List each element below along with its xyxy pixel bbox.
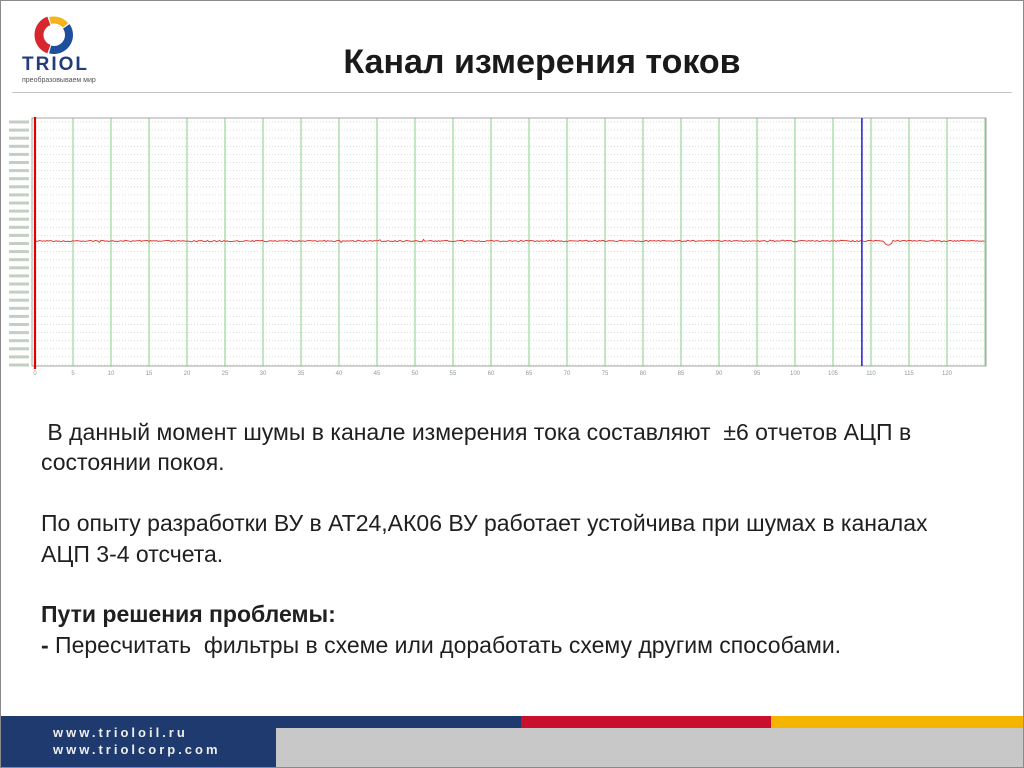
x-tick-label: 60 [487, 371, 495, 377]
x-tick-label: 65 [525, 371, 533, 377]
solution-text: Пересчитать фильтры в схеме или доработать схему другим способами. [48, 631, 842, 658]
x-tick-label: 50 [411, 371, 419, 377]
x-tick-label: 20 [183, 371, 191, 377]
x-tick-label: 40 [335, 371, 343, 377]
footer-link-trioloil: www.trioloil.ru [53, 725, 188, 740]
x-tick-label: 45 [373, 371, 381, 377]
y-tick-label [9, 202, 29, 205]
y-tick-label [9, 193, 29, 196]
x-tick-label: 105 [827, 371, 839, 377]
header-divider [12, 92, 1012, 93]
solutions-section [41, 599, 1001, 660]
experience-paragraph [41, 508, 1001, 569]
slide-title: Канал измерения токов [343, 43, 741, 81]
noise-paragraph [41, 417, 1001, 478]
text-line: состоянии покоя. [41, 449, 225, 476]
x-tick-label: 30 [259, 371, 267, 377]
y-tick-label [9, 250, 29, 253]
solution-bullet-dash: - [41, 631, 49, 658]
text-line: По опыту разработки ВУ в АТ24,АК06 ВУ работает устойчива при шумах в каналах [41, 510, 928, 537]
y-tick-label [9, 274, 29, 277]
y-tick-label [9, 169, 29, 172]
x-tick-label: 15 [145, 371, 153, 377]
y-tick-label [9, 283, 29, 286]
x-tick-label: 110 [866, 371, 876, 377]
y-tick-label [9, 161, 29, 164]
x-tick-label: 0 [33, 371, 37, 377]
footer-link-triolcorp: www.triolcorp.com [53, 742, 221, 757]
text-line: АЦП 3-4 отсчета. [41, 540, 224, 567]
logo-brand-text: TRIOL [22, 54, 89, 75]
x-tick-label: 55 [449, 371, 457, 377]
y-tick-label [9, 121, 29, 124]
footer-grey-band [276, 728, 1024, 768]
y-tick-label [9, 266, 29, 269]
y-tick-label [9, 307, 29, 310]
y-tick-label [9, 153, 29, 156]
x-tick-label: 25 [221, 371, 229, 377]
footer-red-strip [521, 716, 771, 728]
y-tick-label [9, 355, 29, 358]
y-tick-label [9, 299, 29, 302]
plot-border [32, 118, 986, 366]
x-tick-label: 35 [297, 371, 305, 377]
y-tick-label [9, 177, 29, 180]
current-channel-chart [0, 110, 1000, 382]
y-tick-label [9, 364, 29, 367]
y-tick-label [9, 315, 29, 318]
y-tick-label [9, 234, 29, 237]
x-tick-label: 10 [107, 371, 115, 377]
logo-tagline: преобразовываем мир [22, 77, 96, 84]
y-tick-label [9, 339, 29, 342]
x-tick-label: 5 [71, 371, 75, 377]
y-tick-label [9, 323, 29, 326]
y-tick-label [9, 129, 29, 132]
triol-logo-icon [14, 8, 94, 54]
y-tick-label [9, 145, 29, 148]
x-tick-label: 80 [639, 371, 647, 377]
x-tick-label: 90 [715, 371, 723, 377]
solution-item [41, 630, 1001, 660]
y-tick-label [9, 258, 29, 261]
y-tick-label [9, 185, 29, 188]
x-tick-label: 120 [941, 371, 953, 377]
slide-body [41, 417, 1001, 691]
y-tick-label [9, 291, 29, 294]
text-line: В данный момент шумы в канале измерения тока составляют ±6 отчетов АЦП в [41, 419, 912, 445]
y-tick-label [9, 226, 29, 229]
logo-yellow-arc [50, 20, 65, 25]
x-tick-label: 115 [904, 371, 914, 377]
signal-trace [35, 239, 985, 245]
logo-blue-arc [50, 26, 69, 50]
y-tick-label [9, 210, 29, 213]
solutions-heading: Пути решения проблемы: [41, 601, 336, 628]
x-tick-label: 85 [677, 371, 685, 377]
footer-yellow-strip [771, 716, 1024, 728]
x-tick-label: 95 [753, 371, 761, 377]
y-tick-label [9, 242, 29, 245]
triol-logo [14, 8, 100, 88]
logo-red-arc [39, 21, 49, 49]
y-tick-label [9, 331, 29, 334]
x-tick-label: 70 [563, 371, 571, 377]
y-tick-label [9, 218, 29, 221]
y-tick-label [9, 347, 29, 350]
x-tick-label: 100 [789, 371, 801, 377]
x-tick-label: 75 [601, 371, 609, 377]
y-tick-label [9, 137, 29, 140]
